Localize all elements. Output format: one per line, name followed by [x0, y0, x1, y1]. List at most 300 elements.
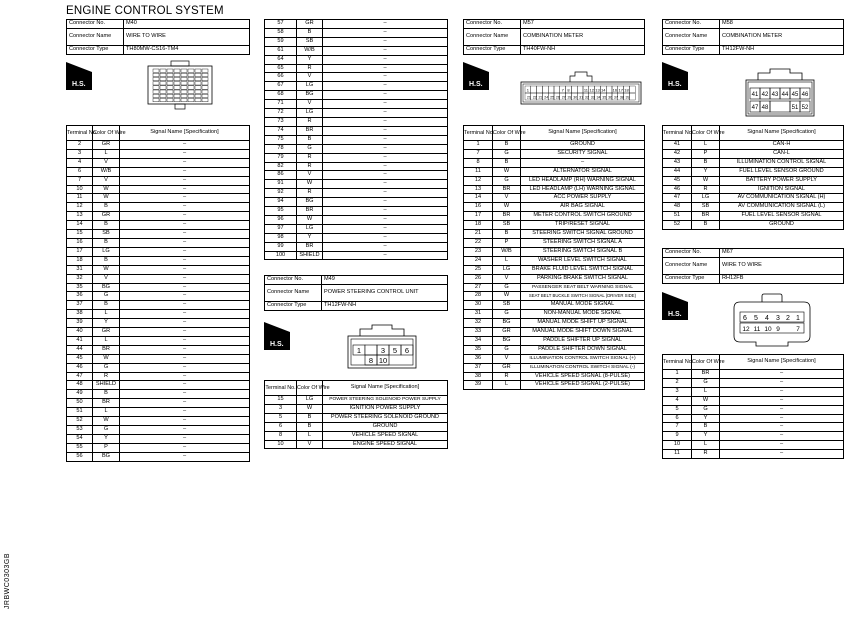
wire-color-cell: W/B [493, 247, 521, 256]
signal-name-cell: CAN-L [720, 149, 844, 158]
table-row [265, 46, 448, 55]
wire-color-cell: GR [93, 328, 120, 337]
wire-color-cell: BG [493, 336, 521, 345]
terminal-no-cell: 1 [663, 370, 692, 379]
table-row [464, 381, 645, 390]
table-row [67, 238, 250, 247]
svg-text:H.S.: H.S. [270, 341, 284, 348]
table-row [67, 292, 250, 301]
wire-color-cell: B [493, 141, 521, 150]
signal-name-cell: – [323, 162, 448, 171]
terminal-no-cell: 64 [265, 55, 297, 64]
signal-name-cell: PADDLE SHIFTER DOWN SIGNAL [521, 345, 645, 354]
table-row [464, 345, 645, 354]
m67-pin-grid [740, 312, 804, 333]
wire-color-cell: L [93, 336, 120, 345]
terminal-no-cell: 7 [663, 423, 692, 432]
signal-name-cell: MANUAL MODE SHIFT DOWN SIGNAL [521, 328, 645, 337]
terminal-no-cell: 73 [265, 117, 297, 126]
m67-connector-no: M67 [720, 249, 844, 258]
wire-color-cell: R [297, 162, 323, 171]
wire-color-cell: V [493, 194, 521, 203]
table-row [67, 283, 250, 292]
terminal-no-cell: 32 [67, 274, 93, 283]
terminal-no-cell: 6 [265, 422, 297, 431]
signal-name-cell: – [323, 224, 448, 233]
pin-label: 11 [583, 87, 588, 93]
wire-color-cell: BR [297, 242, 323, 251]
m57-connector-diagram [520, 70, 642, 106]
wire-color-cell: W [93, 354, 120, 363]
wire-color-cell: R [93, 372, 120, 381]
signal-name-cell: IGNITION POWER SUPPLY [323, 404, 448, 413]
m57-connector-type: TH40FW-NH [521, 45, 645, 54]
m57-connector-no: M57 [521, 20, 645, 29]
terminal-no-cell: 75 [265, 135, 297, 144]
wire-color-cell: V [493, 354, 521, 363]
table-row [265, 100, 448, 109]
terminal-no-cell: 65 [265, 64, 297, 73]
pin-label: 17 [618, 87, 623, 93]
table-row [464, 256, 645, 265]
pin-label: 48 [761, 105, 769, 111]
terminal-no-cell: 11 [464, 167, 493, 176]
signal-name-cell: AV COMMUNICATION SIGNAL (H) [720, 194, 844, 203]
signal-name-cell: – [323, 144, 448, 153]
signal-name-cell: – [120, 426, 250, 435]
m58-terminal-table: Terminal No. Color Of Wire Signal Name [Specification] 41 L CAN-H 42 P CAN-L 43 B ILLUMINATION CONTROL SIGNAL 44 Y FUEL LEVEL SENSOR GROUND 45 W BATTERY POWER SUPPLY 46 R IGNITION SIGNAL 47 LG AV COMMUNICATION SIGNAL (H) 48 SB AV COMMUNICATION SIGNAL (L) 51 BR FUEL LEVEL SENSOR SIGNAL 52 B GROUND [662, 125, 844, 230]
pin-label: 28 [567, 95, 572, 100]
signal-name-cell: – [323, 28, 448, 37]
signal-name-cell: – [120, 194, 250, 203]
signal-name-cell: ALTERNATOR SIGNAL [521, 167, 645, 176]
terminal-no-cell: 7 [464, 149, 493, 158]
pin-label: 2 [786, 315, 790, 322]
terminal-no-cell: 24 [464, 256, 493, 265]
signal-name-cell: – [120, 158, 250, 167]
signal-name-cell: – [120, 230, 250, 239]
table-row [464, 328, 645, 337]
terminal-no-cell: 74 [265, 126, 297, 135]
signal-name-cell: CAN-H [720, 141, 844, 150]
terminal-no-cell: 16 [67, 238, 93, 247]
table-row [67, 443, 250, 452]
table-row [663, 141, 844, 150]
terminal-no-cell: 41 [663, 141, 692, 150]
svg-text:H.S.: H.S. [668, 311, 682, 318]
pin-label: 47 [751, 105, 759, 111]
wire-color-cell: W [692, 396, 720, 405]
signal-name-cell: – [120, 167, 250, 176]
signal-name-cell: – [120, 212, 250, 221]
wire-color-cell: GR [297, 20, 323, 29]
table-row [67, 158, 250, 167]
wire-color-cell: G [493, 149, 521, 158]
table-row [265, 242, 448, 251]
table-row [265, 73, 448, 82]
wire-color-cell: V [493, 274, 521, 283]
terminal-no-cell: 55 [67, 443, 93, 452]
pin-label: 45 [791, 92, 799, 98]
terminal-no-cell: 68 [265, 91, 297, 100]
table-row [265, 413, 448, 422]
wire-color-cell: GR [493, 328, 521, 337]
table-row [265, 117, 448, 126]
m67-connector-diagram [732, 292, 812, 348]
table-row [663, 432, 844, 441]
signal-name-cell: – [120, 283, 250, 292]
signal-name-cell: – [323, 46, 448, 55]
table-row [464, 310, 645, 319]
signal-name-cell: – [120, 434, 250, 443]
signal-name-cell: BATTERY POWER SUPPLY [720, 176, 844, 185]
terminal-no-cell: 13 [464, 185, 493, 194]
terminal-no-cell: 97 [265, 224, 297, 233]
m49-info-table: Connector No. M49 Connector Name POWER STEERING CONTROL UNIT Connector Type TH12FW-NH [264, 275, 448, 311]
wire-color-cell: BR [692, 212, 720, 221]
table-row [663, 423, 844, 432]
m49-terminal-table: Terminal No. Color Of Wire Signal Name [Specification] 15 LG POWER STEERING SOLENOID POWER SUPPLY 3 W IGNITION POWER SUPPLY 5 B POWER STEERING SOLENOID GROUND 6 B GROUND 8 L VEHICLE SPEED SIGNAL 10 V ENGINE SPEED SIGNAL [264, 380, 448, 449]
terminal-no-cell: 8 [265, 431, 297, 440]
pin-label: 5 [754, 315, 758, 322]
signal-name-cell: – [120, 417, 250, 426]
signal-name-cell: – [323, 207, 448, 216]
signal-name-cell: – [120, 256, 250, 265]
pin-label: 6 [743, 315, 747, 322]
table-row [464, 212, 645, 221]
terminal-no-cell: 78 [265, 144, 297, 153]
table-row [464, 336, 645, 345]
signal-name-cell: – [120, 292, 250, 301]
terminal-no-cell: 72 [265, 109, 297, 118]
wire-color-cell: R [297, 117, 323, 126]
pin-label: 11 [753, 326, 761, 333]
pin-label: 13 [595, 87, 600, 93]
terminal-no-cell: 3 [265, 404, 297, 413]
pin-label: 30 [573, 95, 578, 100]
table-row [265, 64, 448, 73]
m58-connector-no: M58 [720, 20, 844, 29]
signal-name-cell: AIR BAG SIGNAL [521, 203, 645, 212]
hs-icon [662, 62, 688, 90]
signal-name-cell: – [323, 153, 448, 162]
table-row [265, 20, 448, 29]
signal-name-cell: BRAKE FLUID LEVEL SWITCH SIGNAL [521, 265, 645, 274]
terminal-no-cell: 36 [67, 292, 93, 301]
table-row [265, 215, 448, 224]
signal-name-cell: – [120, 149, 250, 158]
terminal-no-cell: 61 [265, 46, 297, 55]
signal-name-cell: – [120, 203, 250, 212]
terminal-no-cell: 12 [67, 203, 93, 212]
signal-name-cell: – [120, 381, 250, 390]
pin-label: 7 [561, 87, 564, 93]
table-row [265, 207, 448, 216]
signal-name-cell: VEHICLE SPEED SIGNAL (8-PULSE) [521, 372, 645, 381]
wire-color-cell: P [692, 149, 720, 158]
signal-name-cell: – [120, 265, 250, 274]
table-row [67, 149, 250, 158]
signal-name-cell: AV COMMUNICATION SIGNAL (L) [720, 203, 844, 212]
terminal-no-cell: 41 [67, 336, 93, 345]
wire-color-cell: SB [297, 37, 323, 46]
signal-name-cell: PARKING BRAKE SWITCH SIGNAL [521, 274, 645, 283]
signal-name-cell: – [323, 20, 448, 29]
signal-name-cell: – [323, 171, 448, 180]
wire-color-cell: B [493, 230, 521, 239]
pin-label: 44 [781, 92, 789, 98]
m57-pin-grid [525, 86, 635, 100]
table-row [265, 171, 448, 180]
table-row [67, 265, 250, 274]
signal-name-cell: – [120, 354, 250, 363]
table-row [67, 230, 250, 239]
wire-color-cell: L [297, 431, 323, 440]
wire-color-cell: G [93, 426, 120, 435]
wire-color-cell: Y [297, 55, 323, 64]
table-row [663, 450, 844, 459]
wire-color-cell: W [297, 180, 323, 189]
signal-name-cell: – [720, 423, 844, 432]
signal-name-cell: – [323, 117, 448, 126]
terminal-no-cell: 7 [67, 176, 93, 185]
table-row [464, 221, 645, 230]
signal-name-cell: – [323, 37, 448, 46]
table-row [265, 37, 448, 46]
table-row [663, 396, 844, 405]
wire-color-cell: B [692, 423, 720, 432]
terminal-no-cell: 31 [67, 265, 93, 274]
signal-name-cell: – [120, 408, 250, 417]
table-row [464, 203, 645, 212]
table-row [67, 319, 250, 328]
signal-name-cell: LED HEADLAMP (RH) WARNING SIGNAL [521, 176, 645, 185]
terminal-no-cell: 31 [464, 310, 493, 319]
table-row [67, 256, 250, 265]
wire-color-cell: L [493, 381, 521, 390]
pin-label: 33 [590, 95, 595, 100]
terminal-no-cell: 5 [265, 413, 297, 422]
wire-color-cell: BG [93, 283, 120, 292]
terminal-no-cell: 99 [265, 242, 297, 251]
signal-name-cell: – [120, 372, 250, 381]
table-row [67, 194, 250, 203]
signal-name-cell: IGNITION SIGNAL [720, 185, 844, 194]
m57-terminal-table: Terminal No. Color Of Wire Signal Name [Specification] 1 B GROUND 7 G SECURITY SIGNAL 8 B – 11 W ALTERNATOR SIGNAL 12 G LED HEADLAMP (RH) WARNING SIGNAL 13 BR LED HEADLAMP (LH) WARNING SIGNAL 14 V ACC POWER SUPPLY 16 W AIR BAG SIGNAL 17 BR METER CONTROL SWITCH GROUND 18 SB TRIP/RESET SIGNAL 21 B STEERING SWITCH SIGNAL GROUND 22 P STEERING SWITCH SIGNAL A 23 W/B STEERING SWITCH SIGNAL B 24 L WASHER LEVEL SWITCH SIGNAL 25 LG BRAKE FLUID LEVEL SWITCH SIGNAL 26 V PARKING BRAKE SWITCH SIGNAL 27 G PASSENGER SEAT BELT WARNING SIGNAL 28 W SEAT BELT BUCKLE SWITCH SIGNAL (DRIVER SIDE) 30 SB MANUAL MODE SIGNAL 31 G NON-MANUAL MODE SIGNAL 32 BG MANUAL MODE SHIFT UP SIGNAL 33 GR MANUAL MODE SHIFT DOWN SIGNAL 34 BG PADDLE SHIFTER UP SIGNAL 35 G PADDLE SHIFTER DOWN SIGNAL 36 V ILLUMINATION CONTROL SWITCH SIGNAL (+) 37 GR ILLUMINATION CONTROL SWITCH SIGNAL (-) 38 R VEHICLE SPEED SIGNAL (8-PULSE) 39 L VEHICLE SPEED SIGNAL (2-PULSE) [463, 125, 645, 390]
pin-label: 43 [771, 92, 779, 98]
wire-color-cell: BG [297, 198, 323, 207]
wire-color-cell: B [93, 390, 120, 399]
signal-name-cell: NON-MANUAL MODE SIGNAL [521, 310, 645, 319]
table-row [265, 233, 448, 242]
wire-color-cell: BR [493, 185, 521, 194]
signal-name-cell: – [120, 221, 250, 230]
table-row [67, 176, 250, 185]
signal-name-cell: – [120, 336, 250, 345]
wire-color-cell: BR [692, 370, 720, 379]
page-title: ENGINE CONTROL SYSTEM [66, 5, 224, 17]
table-row [265, 404, 448, 413]
signal-name-cell: – [120, 399, 250, 408]
signal-name-cell: SECURITY SIGNAL [521, 149, 645, 158]
terminal-no-cell: 86 [265, 171, 297, 180]
wire-color-cell: R [692, 185, 720, 194]
wire-color-cell: Y [692, 432, 720, 441]
table-row [663, 212, 844, 221]
m40-connector-type: TH80MW-CS16-TM4 [124, 45, 250, 54]
table-row [67, 434, 250, 443]
signal-name-cell: PADDLE SHIFTER UP SIGNAL [521, 336, 645, 345]
hs-icon [66, 62, 92, 90]
wire-color-cell: BR [93, 345, 120, 354]
pin-label: 5 [392, 346, 398, 355]
wire-color-cell: W [93, 194, 120, 203]
pin-label: 10 [764, 326, 772, 333]
table-row [67, 247, 250, 256]
table-row [464, 292, 645, 301]
pin-label: 41 [751, 92, 759, 98]
wire-color-cell: Y [93, 434, 120, 443]
signal-name-cell: – [323, 135, 448, 144]
signal-name-cell: – [323, 55, 448, 64]
wire-color-cell: B [93, 238, 120, 247]
terminal-no-cell: 38 [67, 310, 93, 319]
m67-connector-name: WIRE TO WIRE [720, 257, 844, 274]
terminal-no-cell: 18 [67, 256, 93, 265]
table-row [67, 301, 250, 310]
signal-name-cell: METER CONTROL SWITCH GROUND [521, 212, 645, 221]
terminal-no-cell: 95 [265, 207, 297, 216]
wire-color-cell: Y [692, 167, 720, 176]
pin-label: 27 [561, 95, 566, 100]
terminal-no-cell: 13 [67, 212, 93, 221]
m40-terminal-table: Terminal No. Color Of Wire Signal Name [Specification] 2 GR – 3 L – 4 V – 6 W/B – 7 V – 10 W – 11 W – 12 B – 13 GR – 14 B – 15 SB – 16 B – 17 LG – 18 B – 31 W – 32 V – 35 BG – 36 G – 37 B – 38 L – 39 Y – 40 GR – 41 L – 44 BR – 45 W – 46 G – 47 R – 48 SHIELD – 49 B – 50 BR – 51 L – 52 W – 53 G – 54 Y – 55 P – 56 BG – [66, 125, 250, 462]
table-row [464, 354, 645, 363]
table-row [67, 381, 250, 390]
pin-label: 12 [742, 326, 750, 333]
terminal-no-cell: 51 [67, 408, 93, 417]
terminal-no-cell: 94 [265, 198, 297, 207]
signal-name-cell: STEERING SWITCH SIGNAL A [521, 238, 645, 247]
table-row [464, 194, 645, 203]
m40-connector-name: WIRE TO WIRE [124, 28, 250, 45]
pin-label: 31 [579, 95, 584, 100]
table-row [663, 405, 844, 414]
terminal-no-cell: 51 [663, 212, 692, 221]
terminal-no-cell: 52 [663, 221, 692, 230]
wire-color-cell: W [493, 292, 521, 301]
wire-color-cell: V [297, 171, 323, 180]
table-row [663, 176, 844, 185]
table-row [265, 180, 448, 189]
wire-color-cell: SHIELD [297, 251, 323, 260]
wire-color-cell: V [93, 274, 120, 283]
terminal-no-cell: 40 [67, 328, 93, 337]
wire-color-cell: L [93, 310, 120, 319]
terminal-no-cell: 10 [663, 441, 692, 450]
m58-info-table: Connector No. M58 Connector Name COMBINATION METER Connector Type TH12FW-NH [662, 19, 844, 55]
terminal-no-cell: 5 [663, 405, 692, 414]
signal-name-cell: FUEL LEVEL SENSOR GROUND [720, 167, 844, 176]
terminal-no-cell: 91 [265, 180, 297, 189]
wire-color-cell: R [297, 189, 323, 198]
wire-color-cell: BR [297, 207, 323, 216]
m58-connector-name: COMBINATION METER [720, 28, 844, 45]
document-code: JRBWC0303GB [4, 553, 11, 610]
table-row [663, 370, 844, 379]
signal-name-cell: – [120, 141, 250, 150]
table-row [464, 265, 645, 274]
table-row [464, 238, 645, 247]
wire-color-cell: B [297, 422, 323, 431]
wire-color-cell: G [93, 363, 120, 372]
terminal-no-cell: 25 [464, 265, 493, 274]
wire-color-cell: W [93, 185, 120, 194]
terminal-no-cell: 37 [67, 301, 93, 310]
terminal-no-cell: 82 [265, 162, 297, 171]
hs-icon [662, 292, 688, 320]
signal-name-cell: – [120, 247, 250, 256]
table-row [464, 301, 645, 310]
signal-name-cell: – [521, 158, 645, 167]
wire-color-cell: V [93, 176, 120, 185]
signal-name-cell: ENGINE SPEED SIGNAL [323, 440, 448, 449]
table-row [265, 126, 448, 135]
wire-color-cell: GR [493, 363, 521, 372]
wire-color-cell: BG [93, 452, 120, 461]
wire-color-cell: B [93, 256, 120, 265]
terminal-no-cell: 12 [464, 176, 493, 185]
signal-name-cell: FUEL LEVEL SENSOR SIGNAL [720, 212, 844, 221]
table-row [663, 185, 844, 194]
signal-name-cell: – [323, 215, 448, 224]
wire-color-cell: L [692, 387, 720, 396]
signal-name-cell: – [720, 432, 844, 441]
table-row [67, 212, 250, 221]
signal-name-cell: – [120, 328, 250, 337]
terminal-no-cell: 100 [265, 251, 297, 260]
table-row [67, 345, 250, 354]
table-row [67, 408, 250, 417]
terminal-no-cell: 3 [663, 387, 692, 396]
table-row [67, 363, 250, 372]
pin-label: 16 [612, 87, 618, 93]
svg-text:H.S.: H.S. [72, 81, 86, 88]
signal-name-cell: – [120, 363, 250, 372]
terminal-no-cell: 47 [663, 194, 692, 203]
table-row [265, 144, 448, 153]
hs-icon [463, 62, 489, 90]
terminal-no-cell: 22 [464, 238, 493, 247]
wire-color-cell: LG [297, 396, 323, 405]
pin-label: 3 [380, 346, 386, 355]
terminal-no-cell: 32 [464, 319, 493, 328]
terminal-no-cell: 17 [67, 247, 93, 256]
pin-label: 14 [601, 87, 606, 93]
terminal-no-cell: 66 [265, 73, 297, 82]
signal-name-cell: PASSENGER SEAT BELT WARNING SIGNAL [521, 283, 645, 292]
terminal-no-cell: 39 [67, 319, 93, 328]
wire-color-cell: V [297, 440, 323, 449]
table-row [464, 247, 645, 256]
wire-color-cell: LG [692, 194, 720, 203]
table-row [464, 185, 645, 194]
table-row [265, 82, 448, 91]
terminal-no-cell: 49 [67, 390, 93, 399]
wire-color-cell: W [692, 176, 720, 185]
wire-color-cell: B [297, 413, 323, 422]
table-row [265, 224, 448, 233]
